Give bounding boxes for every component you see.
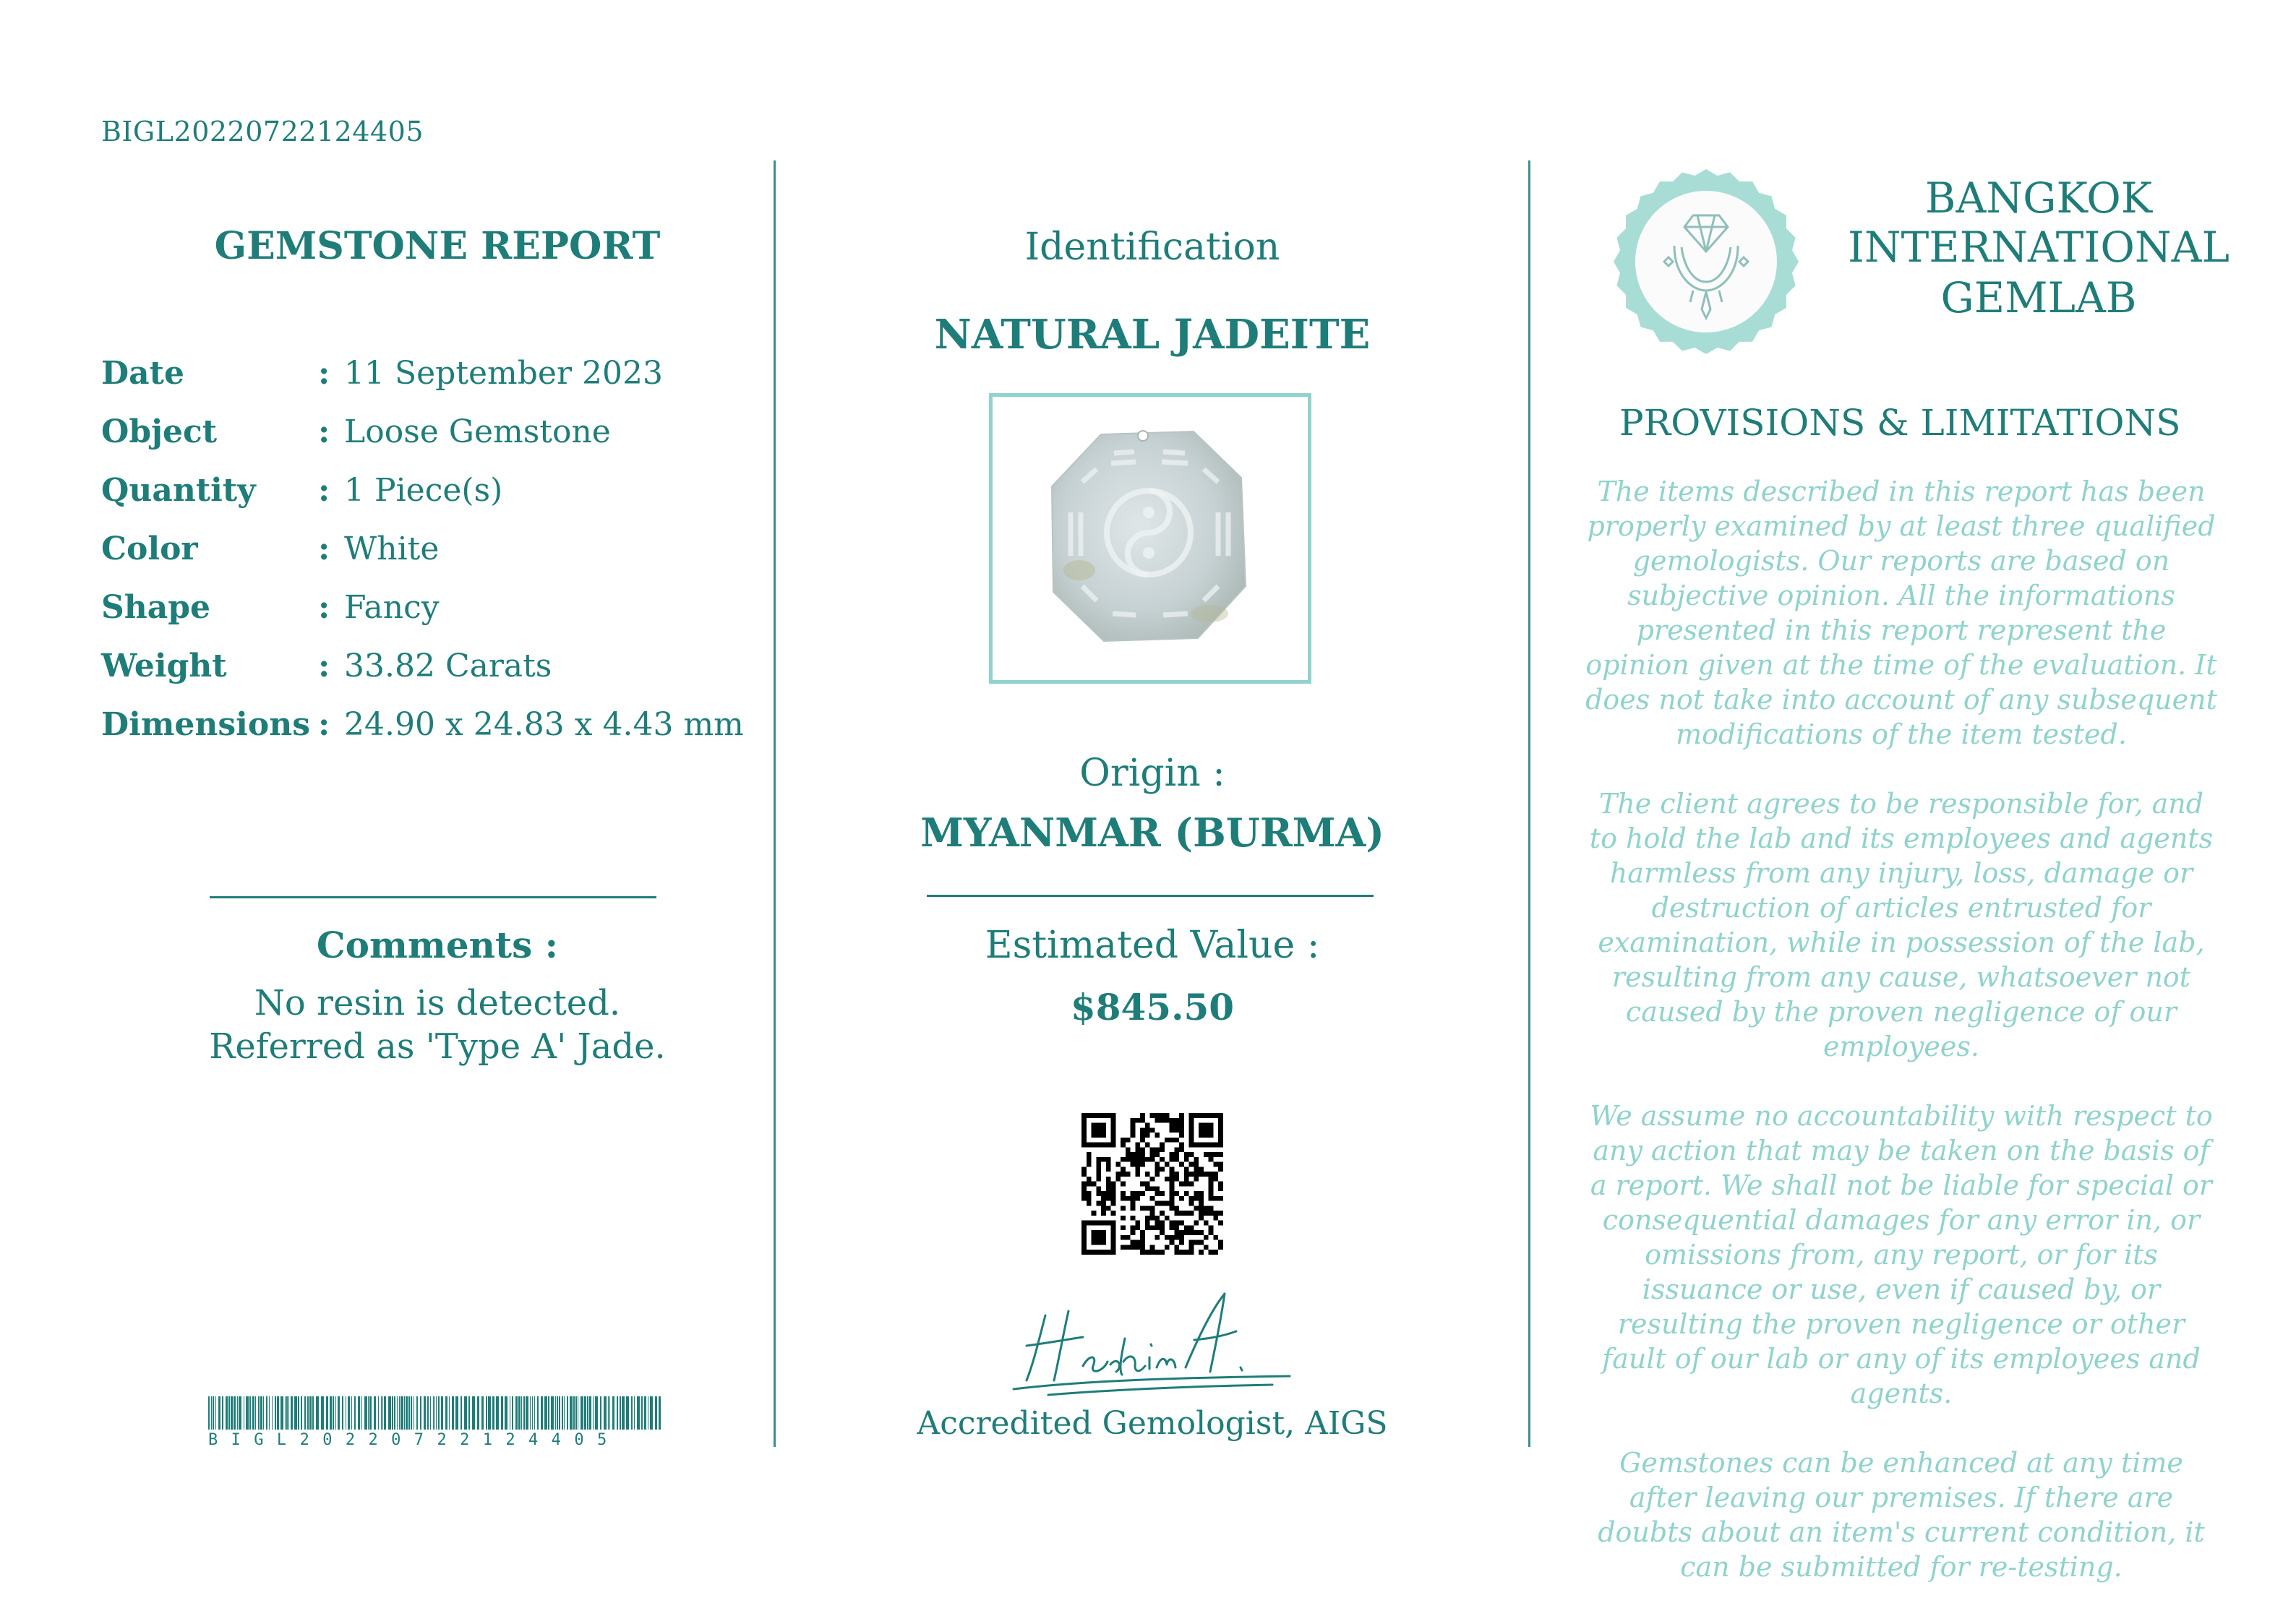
detail-colon: : [318,472,330,509]
comment-line: No resin is detected. [254,983,621,1023]
report-number: BIGL20220722124405 [101,116,424,147]
provisions-heading: PROVISIONS & LIMITATIONS [1619,402,2181,444]
identification-label: Identification [1024,225,1280,269]
estimated-value: $845.50 [1070,986,1235,1028]
signature-image [998,1286,1301,1402]
value-divider [927,895,1374,897]
detail-value: White [344,530,440,567]
comments-divider [210,896,656,898]
detail-row-date [101,344,788,403]
detail-colon: : [318,413,330,450]
detail-label: Dimensions [101,706,311,743]
comments-heading: Comments : [316,924,559,966]
detail-value: 33.82 Carats [344,648,552,684]
detail-row-color [101,520,788,578]
provision-paragraph: Gemstones can be enhanced at any time after leaving our premises. If there are doubts about an item's current condition, it can be submitted for re-testing. [1598,1447,2205,1583]
gemlab-seal-logo [1612,168,1800,356]
barcode-icon [208,1396,661,1430]
comment-line: Referred as 'Type A' Jade. [209,1026,666,1067]
lab-name-line: GEMLAB [1940,273,2137,322]
provision-paragraph: We assume no accountability with respect to any action that may be taken on the basis of a report. We shall not be liable for special or consequential damages for any error in, or omissions from, any report, or for its issuance or use, even if caused by, or resulting the proven negligence or other fault of our lab or any of its employees and agents. [1590,1100,2213,1409]
identification-value: NATURAL JADEITE [934,311,1371,358]
detail-label: Date [101,355,184,392]
detail-value: 1 Piece(s) [344,472,503,509]
qr-code-icon[interactable] [1081,1113,1223,1255]
detail-row-shape [101,578,788,637]
detail-label: Weight [101,648,227,684]
provision-paragraph: The client agrees to be responsible for, and to hold the lab and its employees and agents harmless from any injury, loss, damage or destruction of articles entrusted for examination, while in possession of the lab, resulting from any cause, whatsoever not caused by the proven negligence of our employees. [1589,788,2214,1062]
origin-value: MYANMAR (BURMA) [920,809,1384,856]
detail-row-dimensions [101,695,788,754]
detail-row-weight [101,637,788,695]
estimated-value-label: Estimated Value : [985,924,1320,967]
gemologist-credential: Accredited Gemologist, AIGS [917,1405,1388,1442]
report-title: GEMSTONE REPORT [214,224,661,268]
gemstone-details [101,344,788,754]
detail-colon: : [318,648,330,684]
barcode-number: BIGL20220722124405 [208,1431,620,1449]
lab-name-line: BANGKOK [1924,173,2153,223]
jade-pendant-image [993,397,1308,680]
gemstone-photo-frame [989,393,1311,684]
detail-label: Quantity [101,472,256,509]
lab-name-line: INTERNATIONAL [1847,223,2230,272]
provision-paragraph: The items described in this report has been properly examined by at least three qualified gemologists. Our reports are based on subjective opinion. All the informations presented in this report represent the opinion given at the time of the evaluation. It does not take into account of any subsequent modifications of the item tested. [1585,476,2217,750]
detail-colon: : [318,589,330,626]
provisions-text [1583,474,2219,1619]
detail-colon: : [318,355,330,392]
detail-label: Shape [101,589,211,626]
detail-label: Object [101,413,218,450]
detail-value: Loose Gemstone [344,413,611,450]
detail-label: Color [101,530,198,567]
detail-value: Fancy [344,589,440,626]
detail-colon: : [318,706,330,743]
detail-row-quantity [101,461,788,520]
detail-value: 11 September 2023 [344,355,663,392]
detail-value: 24.90 x 24.83 x 4.43 mm [344,706,744,743]
detail-row-object [101,403,788,461]
detail-colon: : [318,530,330,567]
origin-label: Origin : [1079,752,1225,795]
